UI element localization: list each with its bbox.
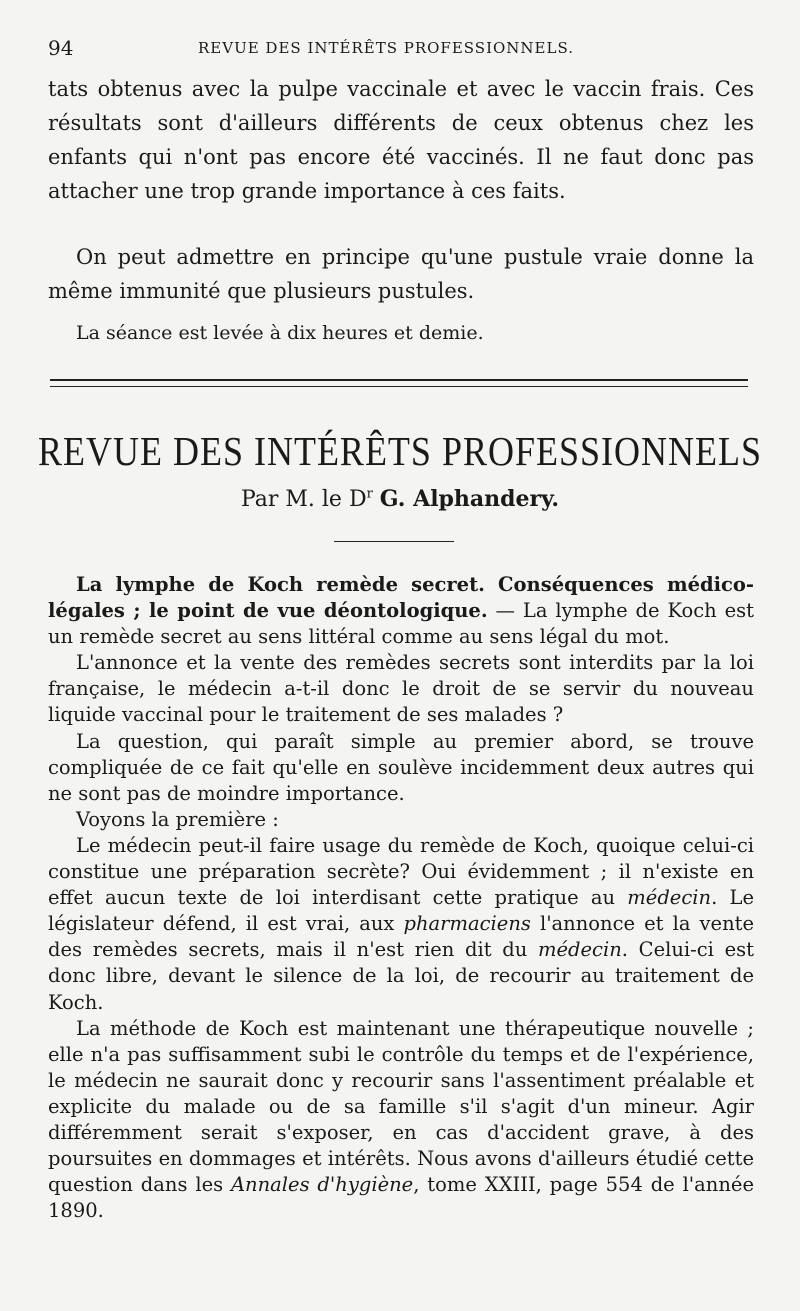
article-paragraph: Voyons la première : [76, 807, 279, 831]
running-title: REVUE DES INTÉRÊTS PROFESSIONNELS. [198, 39, 574, 57]
byline-prefix: Par M. le D [240, 487, 367, 512]
article-paragraph: La question, qui paraît simple au premier abord, se trouve compliquée de ce fait qu'elle en soulève incidemment deux autres qui ne sont pas de moindre importance. [48, 729, 754, 805]
short-rule-divider [334, 541, 454, 542]
section-title: REVUE DES INTÉRÊTS PROFESSIONNELS [37, 428, 763, 474]
byline-sup: r [366, 486, 373, 502]
byline [0, 486, 800, 512]
article-subhead: La lymphe de Koch remède secret. Conséquences médico-légales ; le point de vue déontologique. [48, 573, 754, 623]
page-number: 94 [48, 36, 74, 60]
article-paragraph: La méthode de Koch est maintenant une thérapeutique nouvelle ; elle n'a pas suffisamment subi le contrôle du temps et de l'expérience, le médecin ne saurait donc y recourir sans l'assentiment préalable et explicite du malade ou de sa famille s'il s'agit d'un mineur. Agir différemment serait s'exposer, en cas d'accident grave, à des poursuites en dommages et intérêts. Nous avons d'ailleurs étudié cette question dans les Annales d'hygiène, tome XXIII, page 554 de l'année 1890. [48, 1016, 754, 1223]
continued-paragraph [48, 72, 754, 208]
article-paragraph: L'annonce et la vente des remèdes secrets sont interdits par la loi française, le médecin a-t-il donc le droit de se servir du nouveau liquide vaccinal pour le traitement de ses malades ? [48, 651, 754, 727]
paragraph-text: tats obtenus avec la pulpe vaccinale et avec le vaccin frais. Ces résultats sont d'ailleurs différents de ceux obtenus chez les enfants qui n'ont pas encore été vaccinés. Il ne faut donc pas attacher une trop grande importance à ces faits. [48, 77, 754, 203]
paragraph-text: La séance est levée à dix heures et demie. [76, 322, 484, 344]
paragraph-text: On peut admettre en principe qu'une pustule vraie donne la même immunité que plusieurs pustules. [48, 245, 754, 303]
author-name: G. Alphandery. [379, 486, 560, 512]
running-header [48, 36, 752, 60]
article-paragraph: Le médecin peut-il faire usage du remède de Koch, quoique celui-ci constitue une préparation secrète? Oui évidemment ; il n'existe en effet aucun texte de loi interdisant cette pratique au médecin. Le législateur défend, il est vrai, aux pharmaciens l'annonce et la vente des remèdes secrets, mais il n'est rien dit du médecin. Celui-ci est donc libre, devant le silence de la loi, de recourir au traitement de Koch. [48, 833, 755, 1014]
paragraph-closing [48, 316, 754, 350]
article-paragraph: La lymphe de Koch remède secret. Conséquences médico-légales ; le point de vue déontologique. — La lymphe de Koch est un remède secret au sens littéral comme au sens légal du mot. [48, 573, 754, 649]
paragraph-immunity [48, 240, 754, 308]
article-body [48, 572, 754, 1224]
double-rule-divider [50, 379, 748, 387]
